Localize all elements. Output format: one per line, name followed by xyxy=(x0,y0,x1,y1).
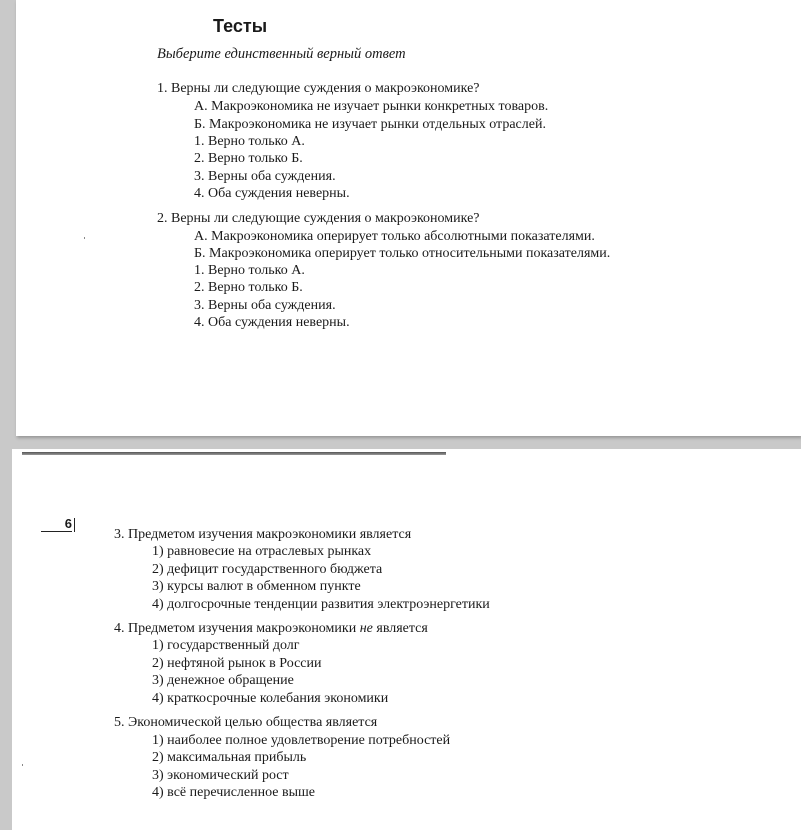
question-1-stem: 1. Верны ли следующие суждения о макроэкономике? xyxy=(157,81,480,96)
question-5-option-2: 2) максимальная прибыль xyxy=(152,750,307,765)
question-4-stem-prefix: 4. Предметом изучения макроэкономики xyxy=(114,621,360,636)
question-2-stem: 2. Верны ли следующие суждения о макроэкономике? xyxy=(157,211,480,226)
instruction-text: Выберите единственный верный ответ xyxy=(157,46,406,62)
question-3-stem: 3. Предметом изучения макроэкономики является xyxy=(114,527,412,542)
question-5-option-4: 4) всё перечисленное выше xyxy=(152,785,316,800)
question-1-option-1: 1. Верно только А. xyxy=(194,134,305,149)
scan-page-lower xyxy=(12,449,801,830)
question-2-option-2: 2. Верно только Б. xyxy=(194,280,303,295)
question-3-option-2: 2) дефицит государственного бюджета xyxy=(152,562,383,577)
page-number: 6 xyxy=(41,516,72,532)
question-1-option-3: 3. Верны оба суждения. xyxy=(194,169,336,184)
question-1-statement-a: А. Макроэкономика не изучает рынки конкретных товаров. xyxy=(194,99,549,114)
question-4-option-4: 4) краткосрочные колебания экономики xyxy=(152,691,389,706)
question-3-option-4: 4) долгосрочные тенденции развития электроэнергетики xyxy=(152,597,490,612)
question-2-statement-b: Б. Макроэкономика оперирует только относительными показателями. xyxy=(194,246,611,261)
question-4-stem-suffix: является xyxy=(372,621,428,636)
question-3-option-1: 1) равновесие на отраслевых рынках xyxy=(152,544,372,559)
question-3-option-3: 3) курсы валют в обменном пункте xyxy=(152,579,361,594)
question-1-option-4: 4. Оба суждения неверны. xyxy=(194,186,350,201)
question-5-option-1: 1) наиболее полное удовлетворение потребностей xyxy=(152,733,451,748)
question-4-option-3: 3) денежное обращение xyxy=(152,673,294,688)
question-2-statement-a: А. Макроэкономика оперирует только абсолютными показателями. xyxy=(194,229,595,244)
scan-speck xyxy=(22,764,23,766)
question-4-option-2: 2) нефтяной рынок в России xyxy=(152,656,322,671)
question-5-option-3: 3) экономический рост xyxy=(152,768,289,783)
question-5-stem: 5. Экономической целью общества является xyxy=(114,715,378,730)
question-1-statement-b: Б. Макроэкономика не изучает рынки отдельных отраслей. xyxy=(194,117,546,132)
question-1-option-2: 2. Верно только Б. xyxy=(194,151,303,166)
page-title: Тесты xyxy=(213,16,268,36)
question-4-option-1: 1) государственный долг xyxy=(152,638,300,653)
question-2-option-1: 1. Верно только А. xyxy=(194,263,305,278)
scan-edge-line xyxy=(22,452,446,455)
scan-speck xyxy=(84,237,85,239)
question-4-stem-emphasis: не xyxy=(359,621,373,636)
page-number-divider xyxy=(74,518,75,532)
question-4-stem xyxy=(114,620,428,637)
question-2-option-4: 4. Оба суждения неверны. xyxy=(194,315,350,330)
question-2-option-3: 3. Верны оба суждения. xyxy=(194,298,336,313)
